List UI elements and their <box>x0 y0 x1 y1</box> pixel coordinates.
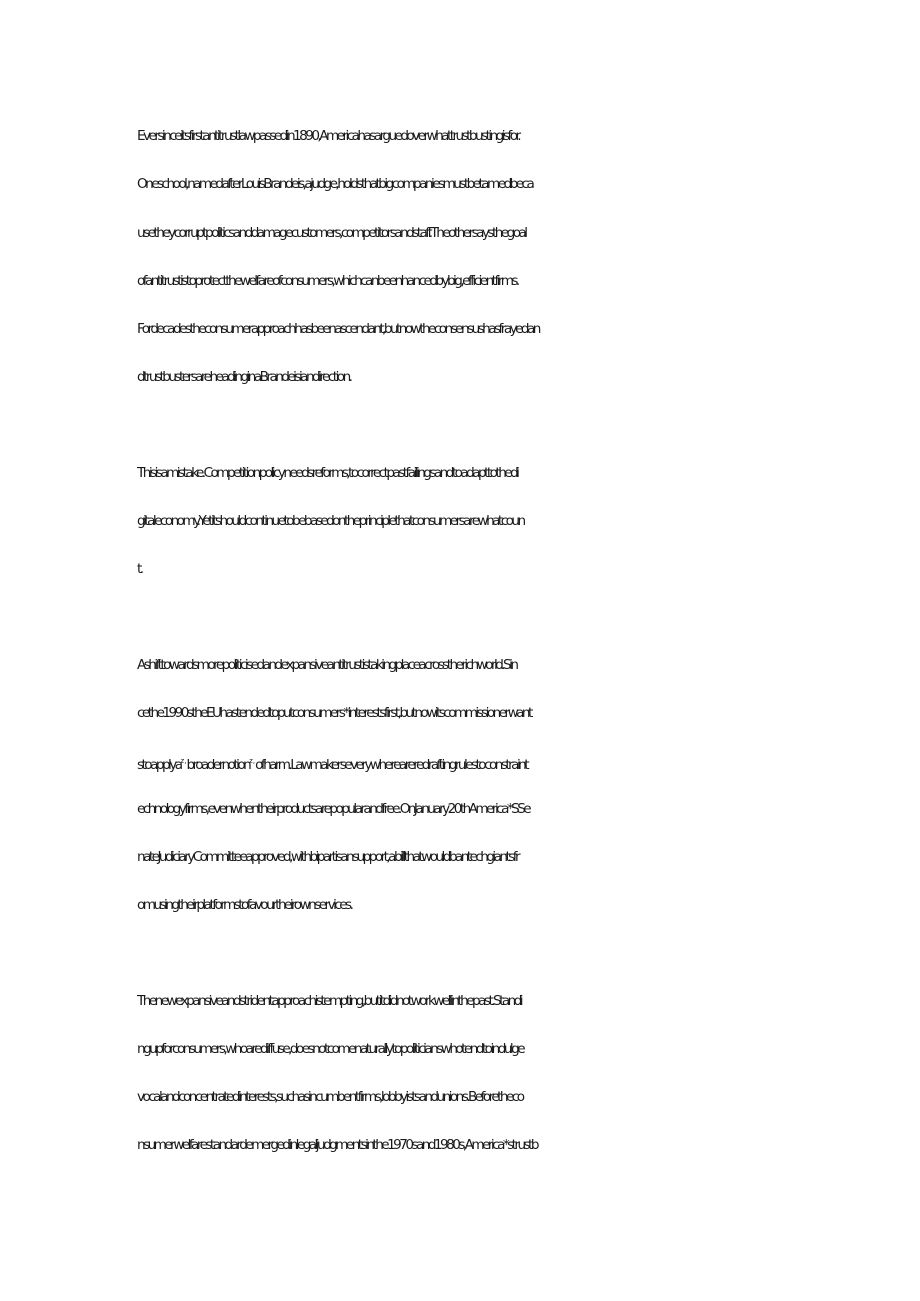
paragraph-4-line-3: vocalandconcentratedinterests,suchasincumbentfirms,lobbyistsandunions.Beforetheco <box>137 1089 523 1105</box>
paragraph-4-line-1: Thenewexpansiveandstridentapproachistempting,butitdidnotworkwellinthepast.Standi <box>137 993 522 1009</box>
paragraph-3-line-1: Ashifttowardsmorepoliticisedandexpansiveantitrustistakingplaceacrosstherichworld.Sin <box>137 657 517 673</box>
paragraph-3-line-3 <box>137 751 797 775</box>
paragraph-1-line-1: Eversinceitsfirstantitrustlawpassedin1890,Americahasarguedoverwhattrustbustingisfor. <box>137 128 520 144</box>
paragraph-1-line-3: usetheycorruptpoliticsanddamagecustomers,competitorsandstaff.Theothersaysthegoal <box>137 225 526 241</box>
paragraph-3-line-2: cethe1990stheEUhastendedtoputconsumers*interestsfirst,butnowitscommissionerwant <box>137 705 531 721</box>
superscript-mark: z, <box>180 757 187 765</box>
paragraph-1-line-2: Oneschool,namedafterLouisBrandeis,ajudge,holdsthatbigcompaniesmustbetamedbeca <box>137 176 533 192</box>
paragraph-4-line-4: nsumerwelfarestandardemergedinlegaljudgmentsinthe1970sand1980s,America*strustb <box>137 1137 537 1153</box>
paragraph-1-line-4: ofantitrustistoprotectthewelfareofconsumers,whichcanbeenhancedbybig,efficientfirms. <box>137 273 518 289</box>
paragraph-1-line-5: Fordecadestheconsumerapproachhasbeenascendant,butnowtheconsensushasfrayedan <box>137 321 539 337</box>
superscript-mark: z, <box>249 757 256 765</box>
paragraph-4-line-2: ngupforconsumers,whoarediffuse,doesnotcomenaturallytopoliticianswhotendtoindulge <box>137 1041 524 1057</box>
line-segment: stoapplya <box>137 757 181 773</box>
paragraph-2-line-3: t. <box>137 561 142 577</box>
paragraph-3-line-5: nateJudiciaryCommitteeapproved,withbipartisansupport,abillthatwouldbantechgiantsfr <box>137 849 519 865</box>
paragraph-3-line-4: echnologyfirms,evenwhentheirproductsarepopularandfree.OnJanuary20thAmerica*SSe <box>137 801 530 817</box>
paragraph-2-line-1: Thisisamistake.Competitionpolicyneedsreforms,tocorrectpastfailingsandtoadapttothedi <box>137 465 518 481</box>
paragraph-1-line-6: dtrustbustersareheadinginaBrandeisiandirection. <box>137 369 351 385</box>
paragraph-3-line-6: omusingtheirplatformstofavourtheirownservices. <box>137 897 352 913</box>
line-segment: ofharm.Lawmakerseverywhereareredraftingrulestoconstraint <box>255 757 528 773</box>
paragraph-2-line-2: gitaleconomy.Yetitshouldcontinuetobebasedontheprinciplethatconsumersarewhatcoun <box>137 513 524 529</box>
line-segment: broadernotion <box>186 757 250 773</box>
